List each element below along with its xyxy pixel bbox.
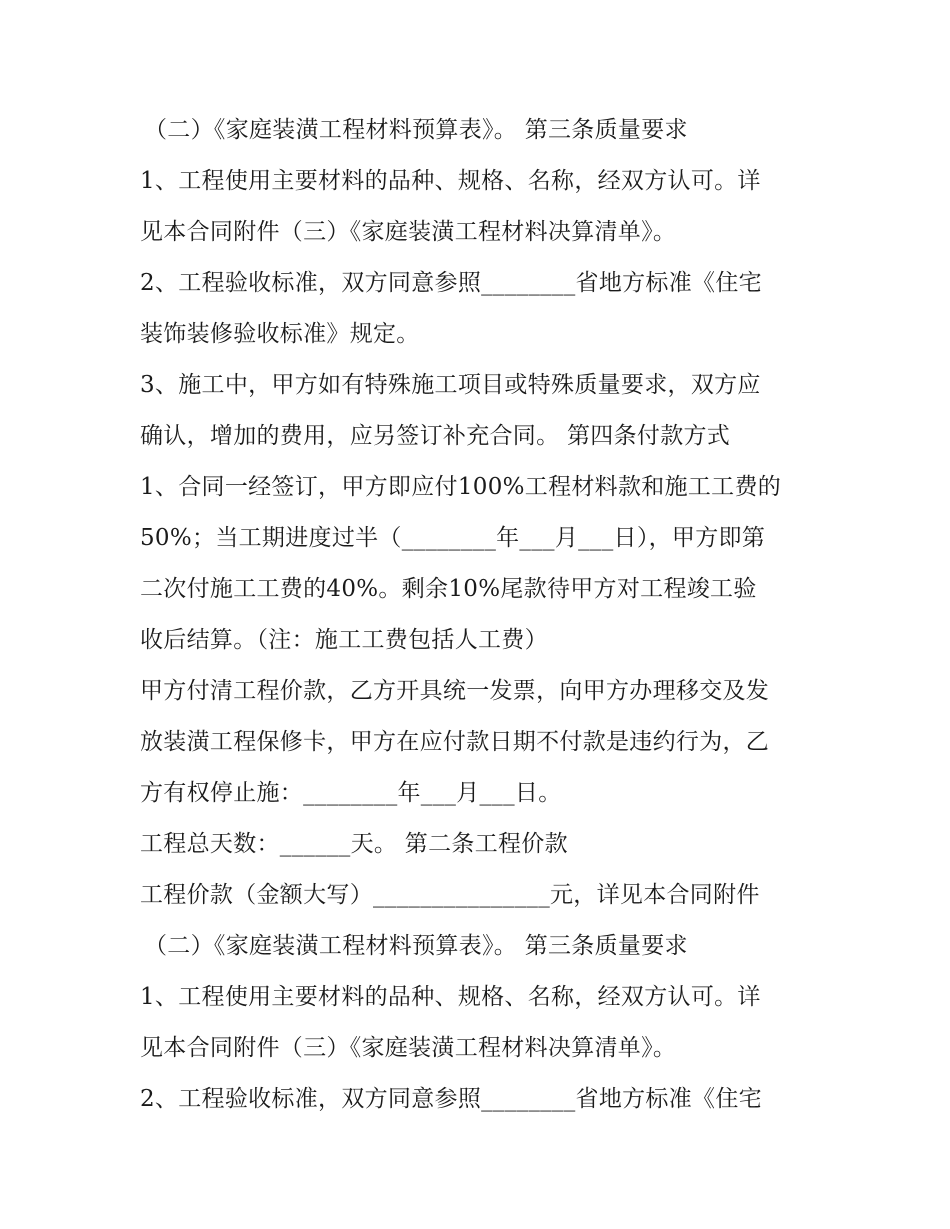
text-line: 1、工程使用主要材料的品种、规格、名称，经双方认可。详 xyxy=(140,984,761,1010)
text-line: （二）《家庭装潢工程材料预算表》。 第三条质量要求 xyxy=(144,933,688,959)
text-line: 装饰装修验收标准》规定。 xyxy=(140,321,420,347)
text-line: 1、工程使用主要材料的品种、规格、名称，经双方认可。详 xyxy=(140,168,761,194)
text-line: 3、施工中，甲方如有特殊施工项目或特殊质量要求，双方应 xyxy=(140,372,761,398)
text-line: 见本合同附件（三）《家庭装潢工程材料决算清单》。 xyxy=(140,1035,677,1061)
text-line: 工程总天数：______天。 第二条工程价款 xyxy=(140,831,568,857)
text-line: 1、合同一经签订，甲方即应付100%工程材料款和施工工费的 xyxy=(140,474,782,500)
text-line: 工程价款（金额大写）_______________元，详见本合同附件 xyxy=(140,882,760,908)
text-line: 二次付施工工费的40%。剩余10%尾款待甲方对工程竣工验 xyxy=(140,576,757,602)
text-line: 甲方付清工程价款，乙方开具统一发票，向甲方办理移交及发 xyxy=(140,678,770,704)
text-line: 确认，增加的费用，应另签订补充合同。 第四条付款方式 xyxy=(140,423,731,449)
contract-text-body xyxy=(140,105,830,1125)
text-line: （二）《家庭装潢工程材料预算表》。 第三条质量要求 xyxy=(144,117,688,143)
text-line: 50%；当工期进度过半（________年___月___日），甲方即第 xyxy=(140,525,766,551)
text-line: 见本合同附件（三）《家庭装潢工程材料决算清单》。 xyxy=(140,219,677,245)
text-line: 方有权停止施：________年___月___日。 xyxy=(140,780,562,806)
text-line: 收后结算。（注：施工工费包括人工费） xyxy=(140,627,548,653)
text-line: 2、工程验收标准，双方同意参照________省地方标准《住宅 xyxy=(140,270,762,296)
text-line: 2、工程验收标准，双方同意参照________省地方标准《住宅 xyxy=(140,1086,762,1112)
text-line: 放装潢工程保修卡，甲方在应付款日期不付款是违约行为，乙 xyxy=(140,729,770,755)
